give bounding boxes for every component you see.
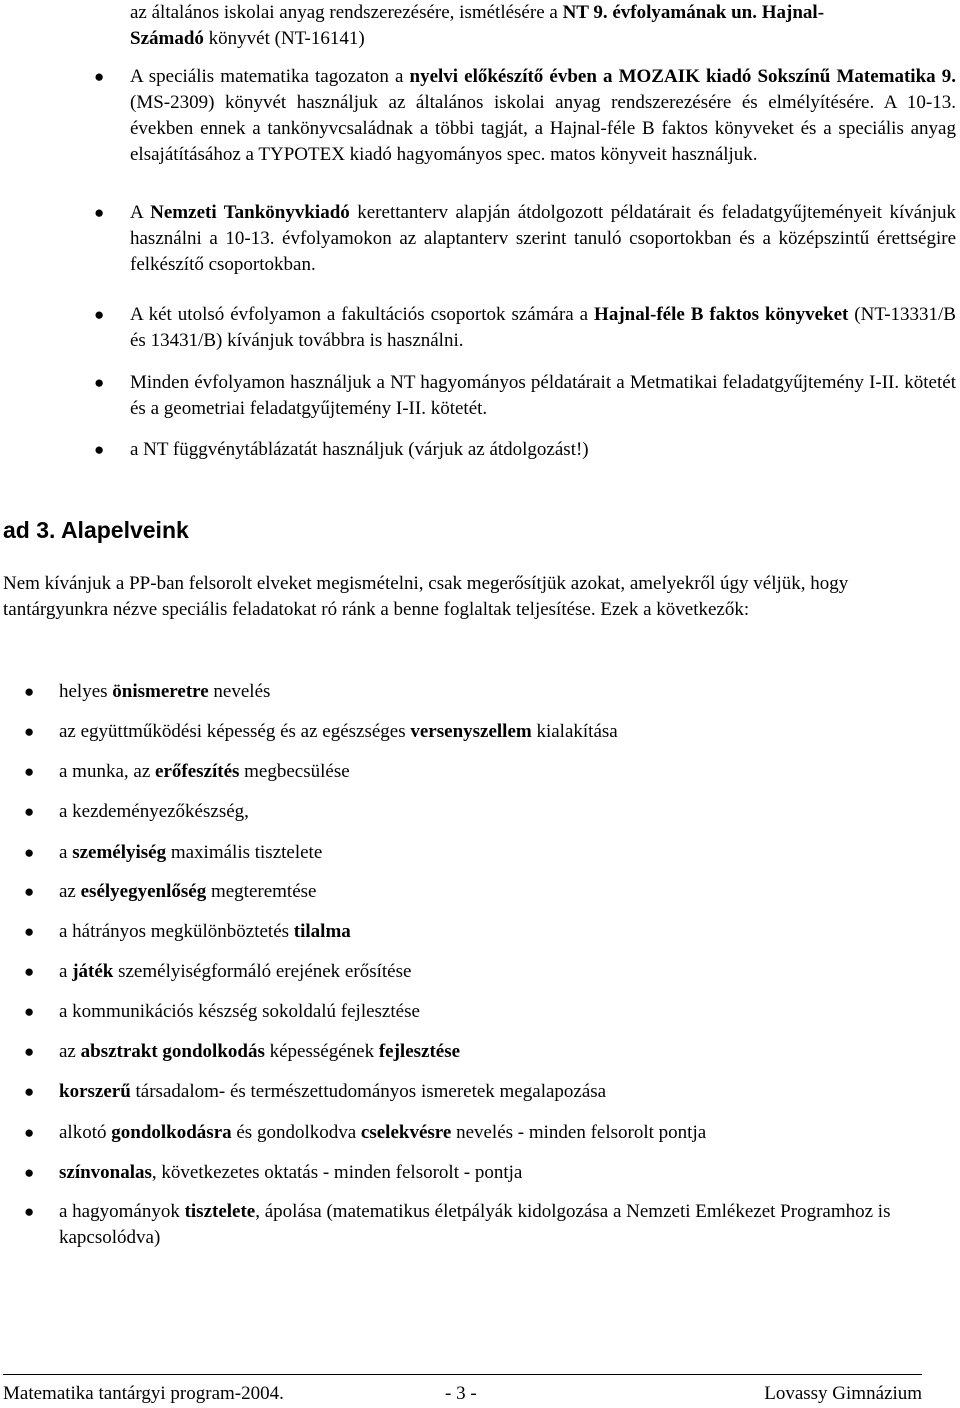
bold-text: tilalma [293,921,351,942]
bold-text: NT 9. évfolyamának un. Hajnal- [562,2,825,23]
list-item-text [59,1199,929,1251]
bullet-icon: ● [24,1163,35,1182]
text-run: az általános iskolai anyag rendszerezésére, ismétlésére a [130,2,563,23]
text-run: a [59,842,73,863]
text-run: helyes [59,681,113,702]
bold-text: gondolkodásra [111,1122,232,1143]
section-heading: ad 3. Alapelveink [3,517,189,543]
bullet-icon: ● [24,802,35,821]
text-run: alkotó [59,1122,112,1143]
bullet-icon: ● [24,882,35,901]
bold-text: játék [72,961,114,982]
text-run: a kezdeményezőkészség, [59,801,249,822]
list-item-text [59,679,929,705]
text-run: nevelés - minden felsorolt pontja [451,1122,707,1143]
bullet-icon: ● [24,682,35,701]
bold-text: Nemzeti Tankönyvkiadó [150,202,350,223]
footer-left: Matematika tantárgyi program-2004. [3,1383,284,1404]
text-run: a munka, az [59,761,156,782]
text-run: társadalom- és természettudományos ismeretek megalapozása [130,1081,607,1102]
text-run: személyiségformáló erejének erősítése [113,961,412,982]
bold-text: önismeretre [112,681,209,702]
text-run: A két utolsó évfolyamon a fakultációs csoportok számára a [130,304,595,325]
text-run: (MS-2309) könyvét használjuk az általános iskolai anyag rendszerezésére és elmélyítésére. A 10-13. években ennek a tankönyvcsaládnak a többi tagját, a Hajnal-féle B faktos könyveket és a speciális anyag elsajátításához a TYPOTEX kiadó hagyományos spec. matos könyveit használjuk. [130,92,956,165]
bold-text: fejlesztése [378,1041,461,1062]
continuation-paragraph [130,0,956,52]
text-run: Minden évfolyamon használjuk a NT hagyományos példatárait a Metmatikai feladatgyűjtemény I-II. kötetét és a geometriai feladatgyűjtemény I-II. kötetét. [130,372,956,419]
bold-text: korszerű [59,1081,131,1102]
bullet-icon: ● [24,962,35,981]
text-run: nevelés [208,681,271,702]
text-run: megbecsülése [239,761,350,782]
list-item-text [59,1160,929,1186]
bold-text: színvonalas [59,1162,152,1183]
text-run: (NT-13331/B és 13431/B) kívánjuk továbbra is használni. [130,304,956,351]
list-item-text [130,200,956,278]
section-intro: Nem kívánjuk a PP-ban felsorolt elveket megismételni, csak megerősítjük azokat, amelyekről úgy véljük, hogy tantárgyunkra nézve speciális feladatokat ró ránk a benne foglaltak teljesítése. Ezek a következők: [3,573,849,620]
bullet-icon: ● [94,440,105,459]
bullet-icon: ● [94,67,105,86]
text-run: , következetes oktatás - minden felsorolt - pontja [151,1162,523,1183]
bold-text: Hajnal-féle B faktos könyveket [594,304,849,325]
list-item-text [59,999,929,1025]
list-item-text [59,1039,929,1065]
list-item-text [59,759,929,785]
list-item-text [59,799,929,825]
text-run: a hátrányos megkülönböztetés [59,921,294,942]
text-run: megteremtése [206,881,317,902]
list-item-text [59,1120,929,1146]
bullet-icon: ● [94,305,105,324]
bold-text: Számadó [130,28,204,49]
page-number: - 3 - [445,1383,477,1404]
bold-text: tisztelete [184,1201,256,1222]
text-run: az együttműködési képesség és az egészséges [59,721,411,742]
list-item-text [130,437,956,463]
bold-text: versenyszellem [410,721,532,742]
list-item-text [130,64,956,168]
bullet-icon: ● [94,203,105,222]
list-item-text [59,840,929,866]
text-run: könyvét (NT-16141) [203,28,365,49]
list-item-text [59,959,929,985]
bold-text: személyiség [72,842,167,863]
bold-text: erőfeszítés [155,761,240,782]
bold-text: esélyegyenlőség [80,881,207,902]
footer-right: Lovassy Gimnázium [764,1383,922,1404]
bullet-icon: ● [24,1082,35,1101]
list-item-text [130,302,956,354]
list-item-text [59,919,929,945]
text-run: , ápolása (matematikus életpályák kidolgozása a Nemzeti Emlékezet Programhoz is kapcsolódva) [59,1201,891,1248]
text-run: képességének [264,1041,379,1062]
text-run: kerettanterv alapján átdolgozott példatárait és feladatgyűjteményeit kívánjuk használni a 10-13. évfolyamokon az alaptanterv szerint tanuló csoportokban és a középszintű érettségire felkészítő csoportokban. [130,202,956,275]
text-run: A speciális matematika tagozaton a [130,66,410,87]
bullet-icon: ● [24,1042,35,1061]
text-run: a kommunikációs készség sokoldalú fejlesztése [59,1001,420,1022]
text-run: a [59,961,73,982]
bold-text: cselekvésre [360,1122,452,1143]
text-run: a hagyományok [59,1201,185,1222]
bold-text: absztrakt gondolkodás [80,1041,265,1062]
text-run: az [59,1041,81,1062]
list-item-text [130,370,956,422]
bullet-icon: ● [24,1202,35,1221]
bullet-icon: ● [94,373,105,392]
list-item-text [59,719,929,745]
text-run: A [130,202,151,223]
page-footer [3,1382,922,1406]
list-item-text [59,879,929,905]
list-item-text [59,1079,929,1105]
bullet-icon: ● [24,722,35,741]
bullet-icon: ● [24,762,35,781]
bold-text: nyelvi előkészítő évben a MOZAIK kiadó Sokszínű Matematika 9. [409,66,956,87]
text-run: maximális tisztelete [166,842,323,863]
bullet-icon: ● [24,922,35,941]
text-run: kialakítása [531,721,618,742]
text-run: a NT függvénytáblázatát használjuk (várjuk az átdolgozást!) [130,439,589,460]
text-run: az [59,881,81,902]
bullet-icon: ● [24,843,35,862]
bullet-icon: ● [24,1002,35,1021]
footer-divider [3,1374,922,1375]
bullet-icon: ● [24,1123,35,1142]
text-run: és gondolkodva [231,1122,361,1143]
